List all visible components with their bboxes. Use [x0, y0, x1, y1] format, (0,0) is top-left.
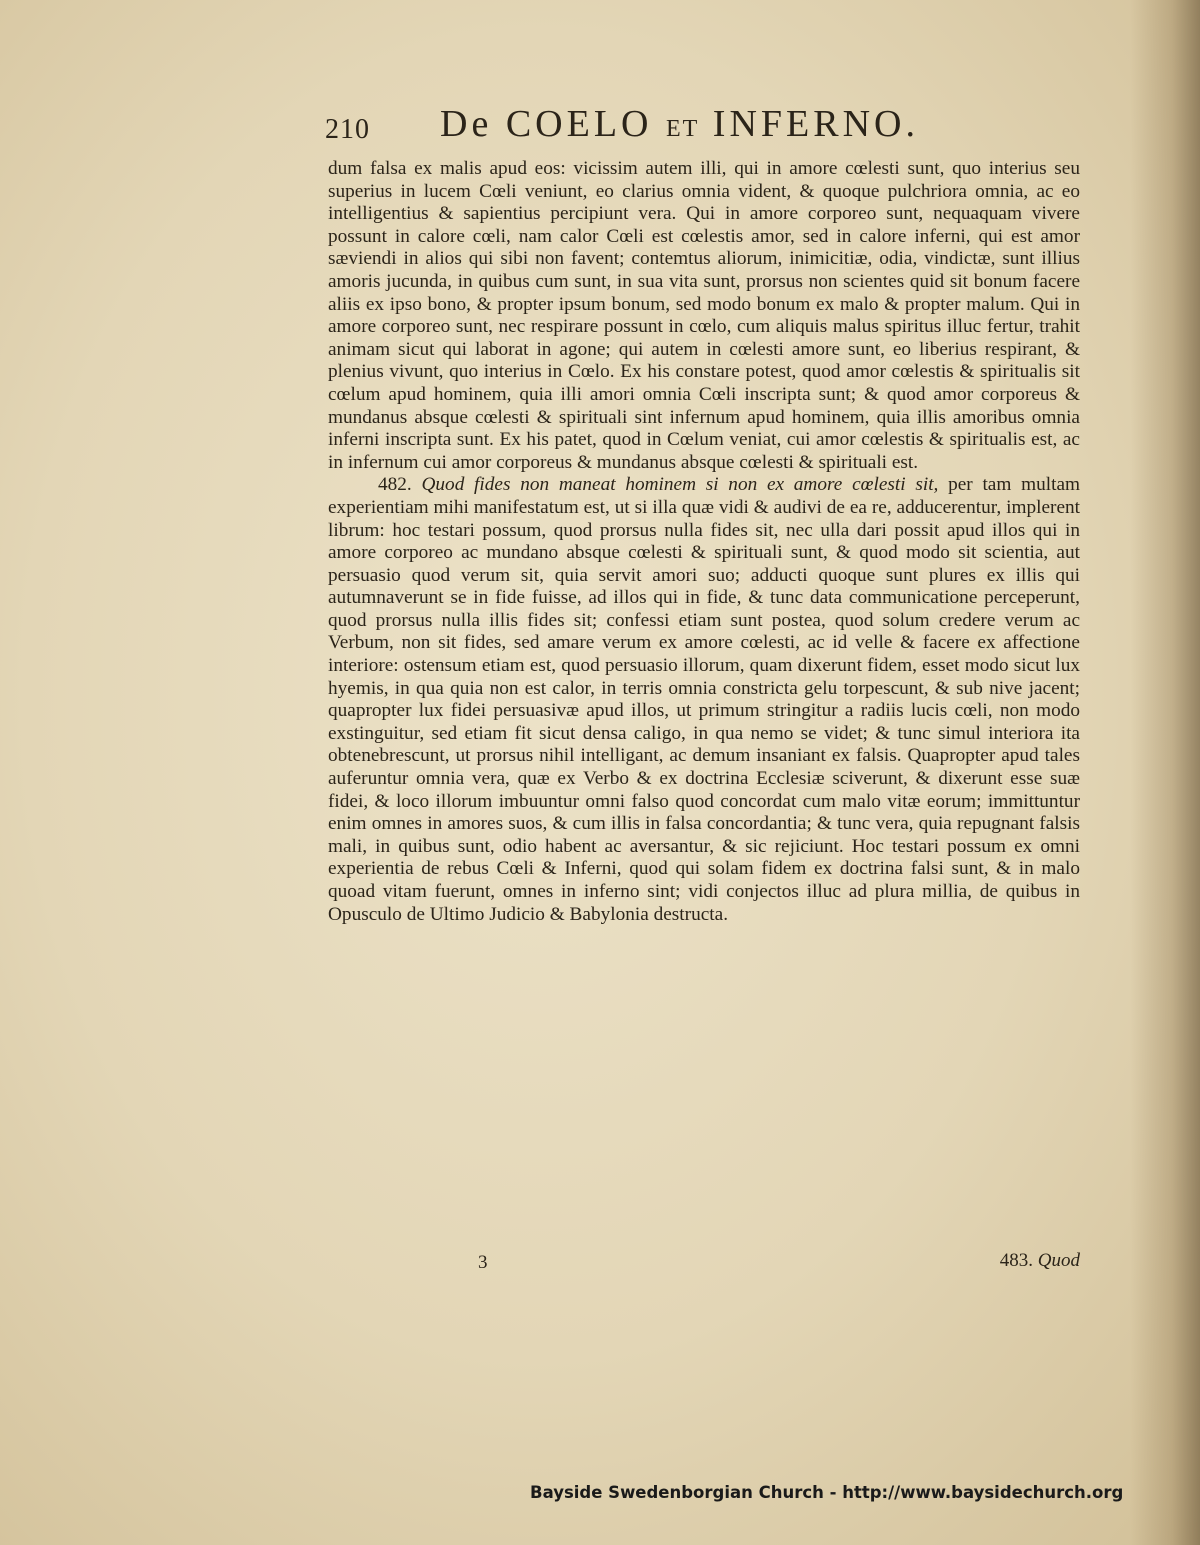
page-number: 210 [325, 114, 370, 145]
watermark-credit: Bayside Swedenborgian Church - http://www.baysidechurch.org [530, 1483, 1124, 1502]
page-gutter-shadow [1130, 0, 1200, 1545]
page-header [325, 102, 1085, 154]
catchword [1000, 1250, 1080, 1272]
paragraph-number: 482. [378, 474, 412, 496]
running-title [440, 102, 919, 146]
catchword-number: 483. [999, 1250, 1034, 1271]
title-de: De [440, 103, 493, 145]
paragraph-482 [328, 474, 1080, 926]
paragraph-body: per tam multam experientiam mihi manifestatum est, ut si illa quæ vidi & audivi de ea re, adducerentur, implerent librum: hoc testari possum, quod prorsus nulla fides sit, nec ulla dari possit apud illos qui in amore corporeo ac mundano absque cœlesti & spirituali sunt, & quod modo sit scientia, aut persuasio quod verum sit, quia servit amori suo; adducti quoque sunt plures ex illis qui autumnaverunt se in fide fuisse, ad illos qui in fide, & tunc data communicatione perceperunt, quod prorsus nulla illis fides sit; confessi etiam sunt postea, quod solum credere verum ac Verbum, non sit fides, sed amare verum ex amore cœlesti, ac id velle & facere ex affectione interiore: ostensum etiam est, quod persuasio illorum, quam dixerunt fidem, esset modo sicut lux hyemis, in qua quia non est calor, in terris omnia constricta gelu torpescunt, & sub nive jacent; quapropter lux fidei persuasivæ apud illos, ut primum stringitur a radiis lucis cœli, non modo exstinguitur, sed etiam fit sicut densa caligo, in qua nemo se videt; & tunc simul interiora ita obtenebrescunt, ut prorsus nihil intelligant, ac demum insaniant ex falsis. Quapropter apud tales auferuntur omnia vera, quæ ex Verbo & ex doctrina Ecclesiæ sciverunt, & dixerunt esse suæ fidei, & loco illorum imbuuntur omni falso quod concordat cum malo vitæ eorum; immittuntur enim omnes in amores suos, & cum illis in falsa concordantia; & tunc vera, quia repugnant falsis mali, in quibus sunt, odio habent ac aversantur, & sic rejiciunt. Hoc testari possum ex omni experientia de rebus Cœli & Inferni, quod qui solam fidem ex doctrina falsi sunt, & in malo quoad vitam fuerunt, omnes in inferno sint; vidi conjectos illuc ad plura millia, de quibus in Opusculo de Ultimo Judicio & Babylonia destructa. [328, 474, 1080, 925]
title-coelo: COELO [505, 103, 653, 145]
paragraph-continuation: dum falsa ex malis apud eos: vicissim autem illi, qui in amore cœlesti sunt, quo interius seu superius in lucem Cœli veniunt, eo clarius omnia vident, & quoque pulchriora omnia, ac eo intelligentius & sapientius percipiunt vera. Qui in amore corporeo sunt, nequaquam vivere possunt in calore cœli, nam calor Cœli est cœlestis amor, sed in calore inferni, qui est amor sæviendi in alios qui sibi non favent; contemtus aliorum, inimicitiæ, odia, vindictæ, sunt illius amoris jucunda, in quibus cum sunt, in sua vita sunt, prorsus non scientes quid sit bonum facere aliis ex ipso bono, & propter ipsum bonum, sed modo bonum ex malo & propter malum. Qui in amore corporeo sunt, nec respirare possunt in cœlo, cum aliquis malus spiritus illuc fertur, trahit animam sicut qui laborat in agone; qui autem in cœlesti amore sunt, eo liberius respirant, & plenius vivunt, quo interius in Cœlo. Ex his constare potest, quod amor cœlestis & spiritualis sit cœlum apud hominem, quia illi amori omnia Cœli inscripta sunt; & quod amor corporeus & mundanus absque cœlesti & spirituali sint infernum apud hominem, quia illis amoribus omnia inferni inscripta sunt. Ex his patet, quod in Cœlum veniat, cui amor cœlestis & spiritualis est, ac in infernum cui amor corporeus & mundanus absque cœlesti & spirituali est. [328, 158, 1080, 473]
page-footer [328, 1250, 1080, 1280]
signature-mark: 3 [478, 1252, 488, 1273]
catchword-word: Quod [1037, 1250, 1080, 1271]
title-inferno: INFERNO. [712, 103, 919, 145]
paragraph-heading: Quod fides non maneat hominem si non ex amore cœlesti sit, [421, 474, 939, 496]
title-et: ET [665, 116, 700, 142]
body-text [328, 158, 1080, 926]
